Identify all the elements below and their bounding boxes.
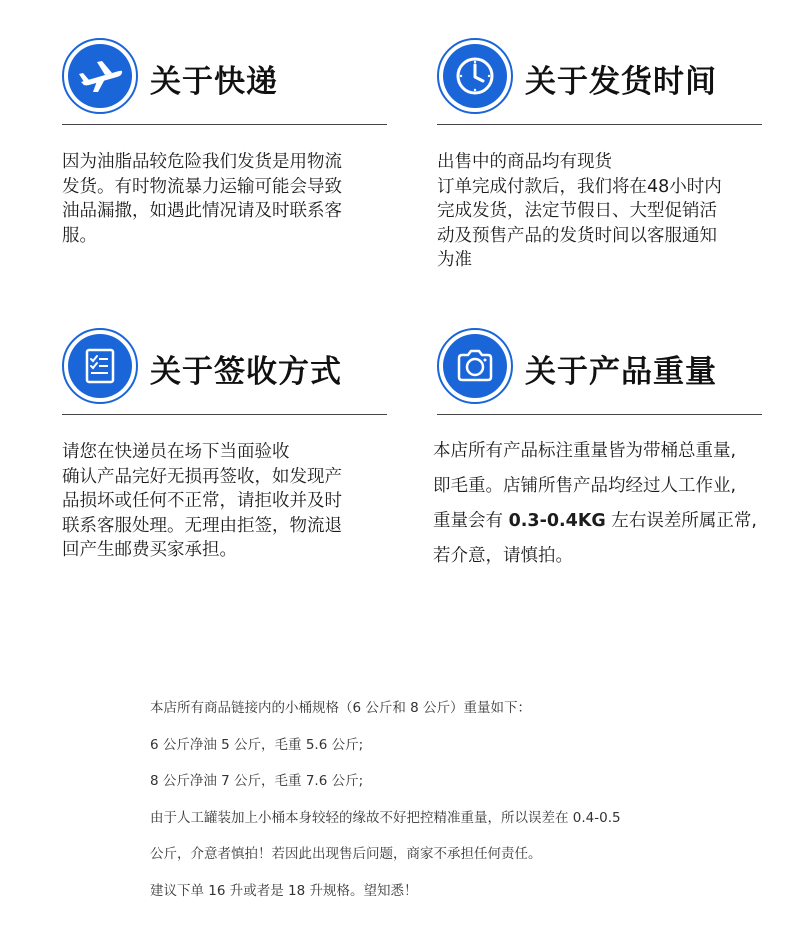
spec-notes (150, 697, 710, 917)
body-line: 订单完成付款后，我们将在48小时内 (437, 176, 722, 197)
body-line: 即毛重。店铺所售产品均经过人工作业, (433, 476, 737, 496)
section-shipping-time (437, 38, 767, 270)
divider (62, 414, 387, 415)
icon-badge (62, 328, 138, 404)
note-line: 由于人工罐装加上小桶本身较轻的缘故不好把控精准重量，所以误差在 0.4-0.5 (150, 809, 621, 826)
camera-icon (450, 341, 500, 391)
body-line: 若介意，请慎拍。 (433, 546, 573, 566)
divider (437, 414, 762, 415)
body-line: 为准 (437, 250, 472, 270)
section-header (437, 328, 767, 408)
section-header (62, 328, 392, 408)
weight-tolerance: 0.3-0.4KG (508, 511, 606, 531)
note-line: 公斤，介意者慎拍！若因此出现售后问题，商家不承担任何责任。 (150, 846, 542, 863)
body-line: 请您在快递员在场下当面验收 (62, 442, 290, 462)
section-body (62, 150, 392, 248)
section-title: 关于快递 (150, 64, 278, 100)
section-body (437, 150, 767, 273)
section-title: 关于产品重量 (525, 354, 717, 390)
body-line: 确认产品完好无损再签收，如发现产 (62, 466, 342, 487)
body-line: 联系客服处理。无理由拒签，物流退 (62, 515, 342, 536)
body-line: 因为油脂品较危险我们发货是用物流 (62, 152, 342, 172)
icon-badge (437, 328, 513, 404)
divider (437, 124, 762, 125)
body-line: 出售中的商品均有现货 (437, 152, 612, 172)
clock-icon (450, 51, 500, 101)
section-body (433, 434, 783, 574)
body-line: 发货。有时物流暴力运输可能会导致 (62, 176, 342, 197)
section-signing (62, 328, 392, 560)
weight-prefix: 重量会有 (433, 511, 503, 531)
note-line: 8 公斤净油 7 公斤，毛重 7.6 公斤; (150, 773, 364, 790)
body-line: 完成发货，法定节假日、大型促销活 (437, 201, 717, 221)
note-line: 建议下单 16 升或者是 18 升规格。望知悉！ (150, 882, 418, 899)
body-line: 品损坏或任何不正常，请拒收并及时 (62, 491, 342, 511)
body-line: 服。 (62, 225, 97, 246)
body-line: 回产生邮费买家承担。 (62, 540, 237, 560)
note-line: 本店所有商品链接内的小桶规格（6 公斤和 8 公斤）重量如下： (150, 700, 532, 716)
note-line: 6 公斤净油 5 公斤，毛重 5.6 公斤; (150, 736, 364, 753)
checklist-document-icon (75, 341, 125, 391)
section-header (62, 38, 392, 118)
section-title: 关于发货时间 (525, 64, 717, 100)
body-line: 动及预售产品的发货时间以客服通知 (437, 225, 717, 246)
section-product-weight (433, 328, 767, 566)
section-header (437, 38, 767, 118)
weight-suffix: 左右误差所属正常, (611, 511, 757, 531)
body-line: 本店所有产品标注重量皆为带桶总重量, (433, 441, 737, 461)
section-delivery (62, 38, 392, 246)
divider (62, 124, 387, 125)
icon-badge (62, 38, 138, 114)
airplane-icon (75, 51, 125, 101)
body-line (433, 504, 783, 539)
section-title: 关于签收方式 (150, 354, 342, 390)
icon-badge (437, 38, 513, 114)
body-line: 油品漏撒，如遇此情况请及时联系客 (62, 201, 342, 221)
section-body (62, 440, 392, 563)
